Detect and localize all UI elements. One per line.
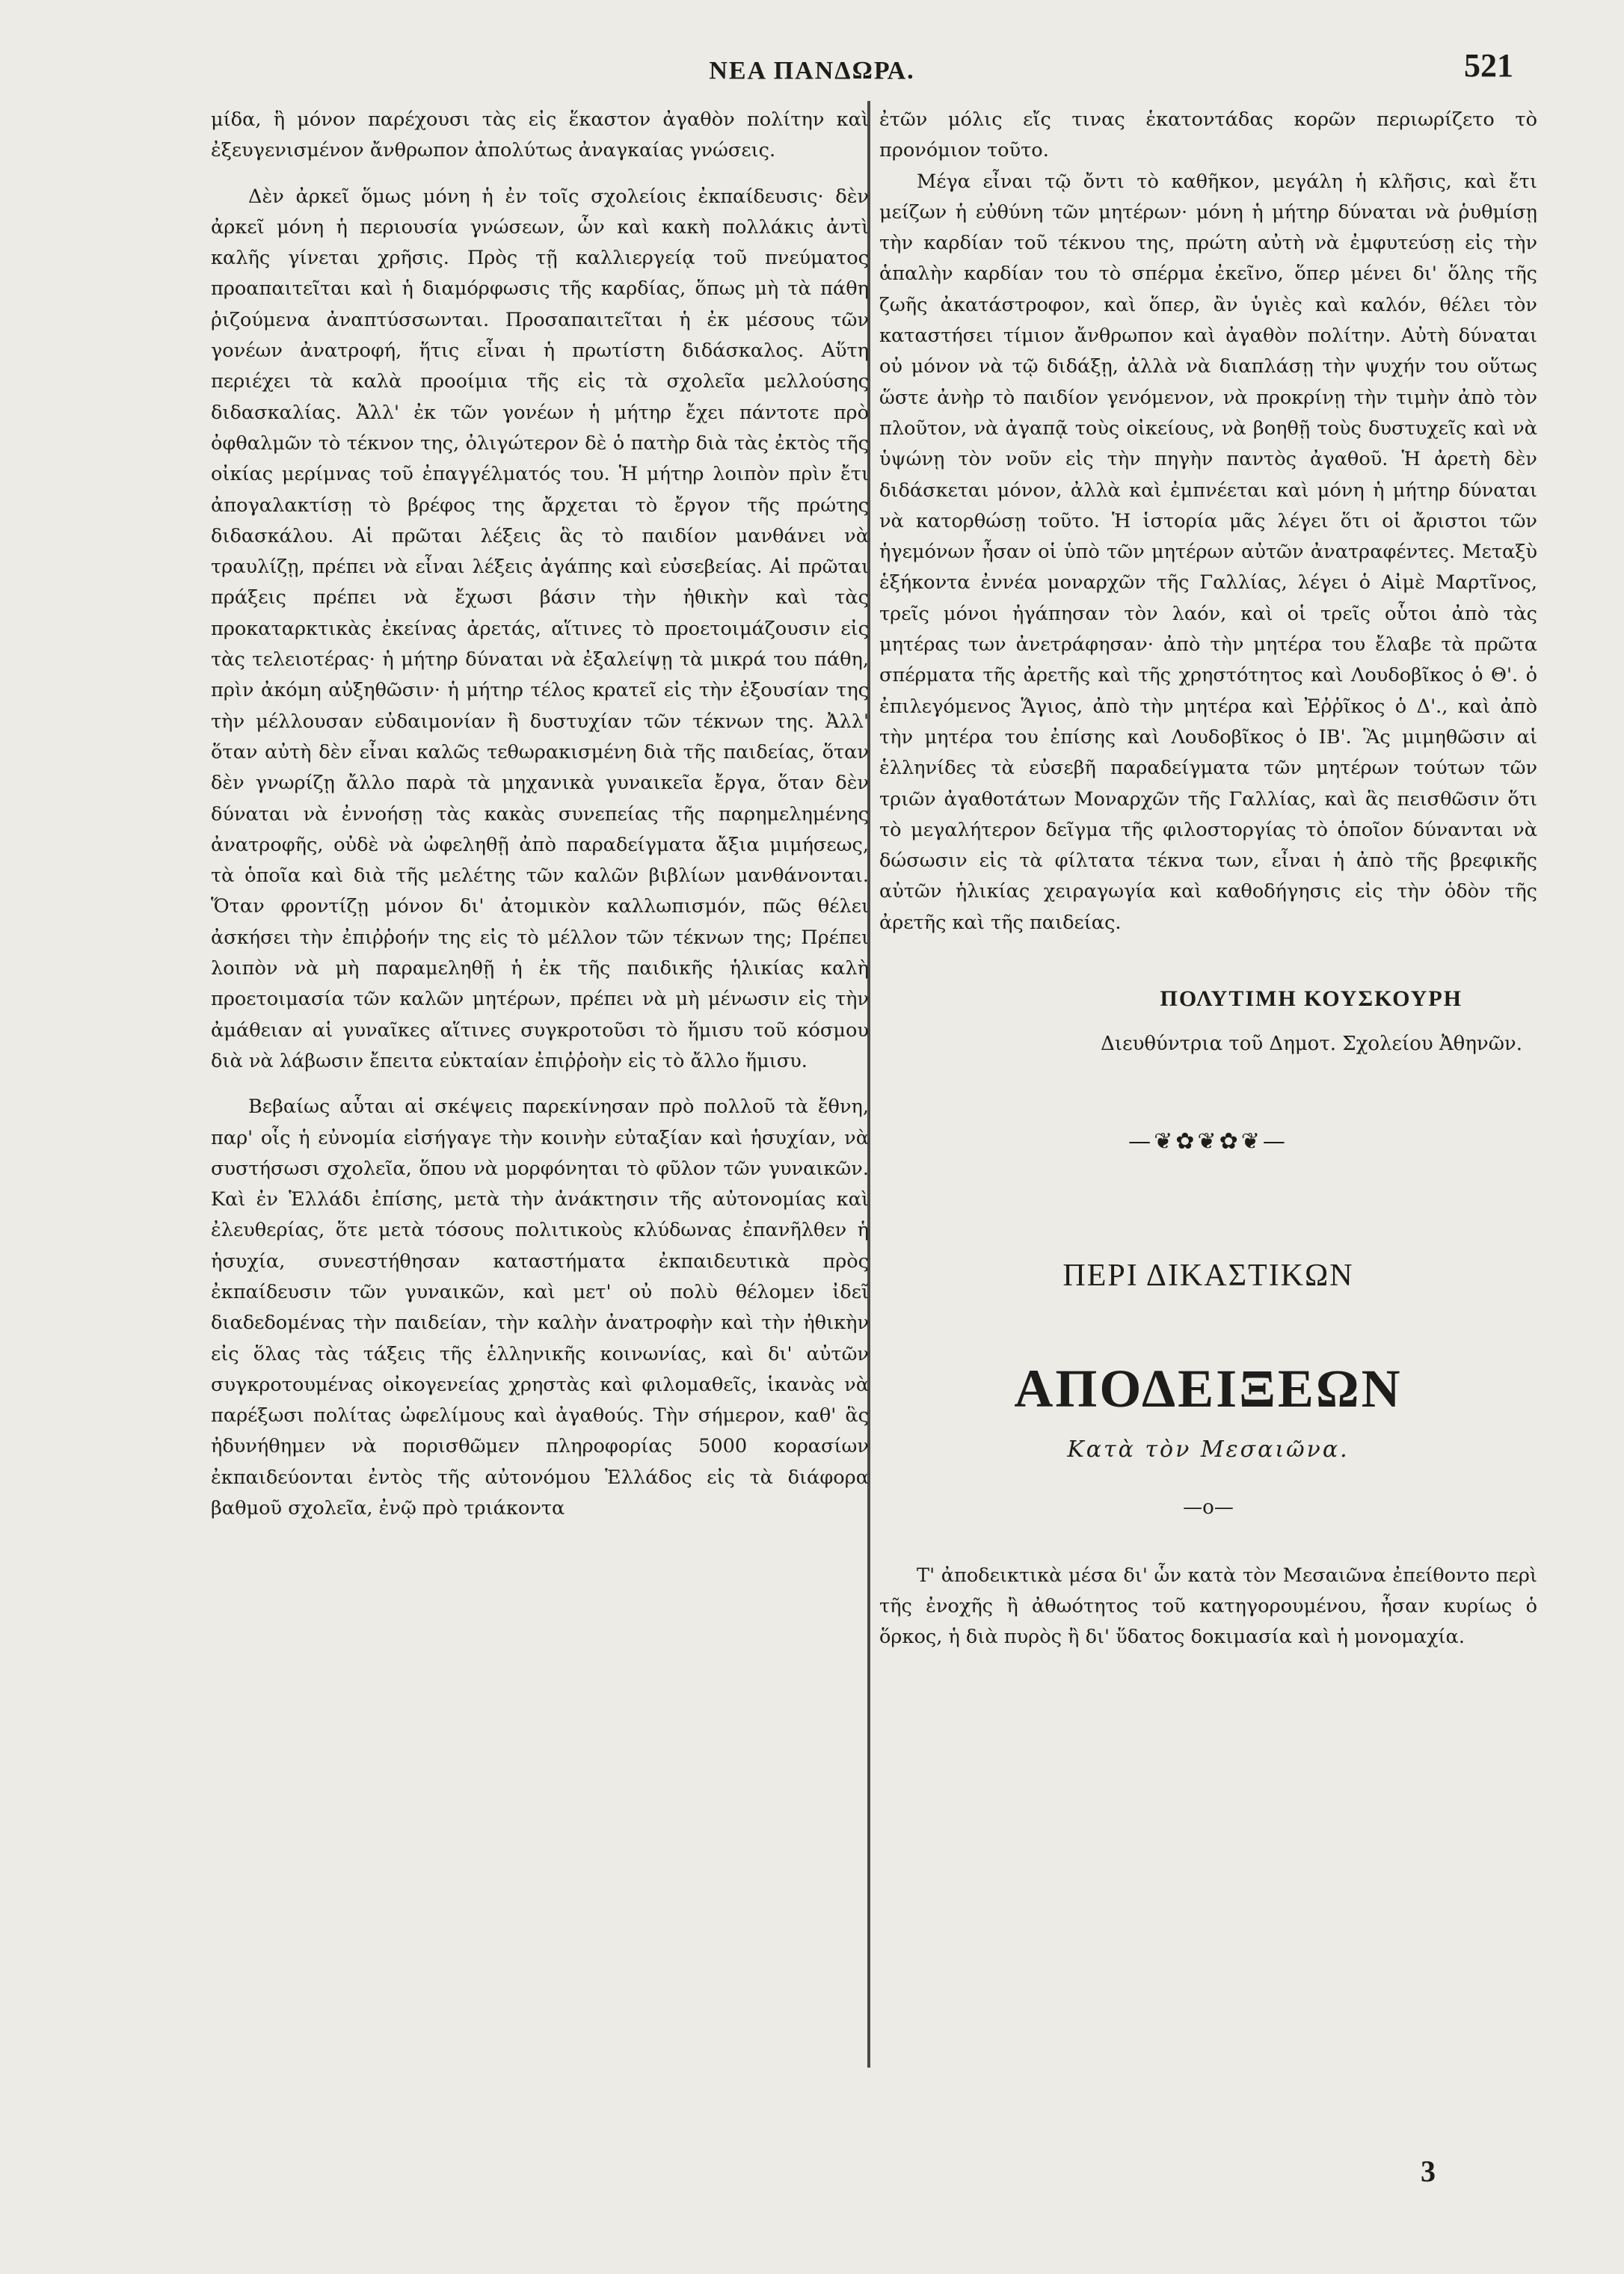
signature-mark: 3 (1421, 2154, 1436, 2188)
ornament-divider: —❦✿❦✿❦— (1128, 1128, 1288, 1155)
paragraph: Τ' ἀποδεικτικὰ μέσα δι' ὧν κατὰ τὸν Μεσαιῶνα ἐπείθοντο περὶ τῆς ἐνοχῆς ἢ ἀθωότητος τοῦ κατηγορουμένου, ἦσαν κυρίως ὁ ὅρκος, ἡ διὰ πυρὸς ἢ δι' ὕδατος δοκιμασία καὶ ἡ μονομαχία. (879, 1564, 1537, 1649)
article-title: ΑΠΟΔΕΙΞΕΩΝ (1014, 1358, 1403, 1419)
author-name: ΠΟΛΥΤΙΜΗ ΚΟΥΣΚΟΥΡΗ (1160, 986, 1462, 1012)
paragraph: Βεβαίως αὗται αἱ σκέψεις παρεκίνησαν πρὸ πολλοῦ τὰ ἔθνη, παρ' οἷς ἡ εὐνομία εἰσήγαγε τὴν κοινὴν εὐταξίαν καὶ ἡσυχίαν, νὰ συστήσωσι σχολεῖα, ὅπου νὰ μορφόνηται τὸ φῦλον τῶν γυναικῶν. Καὶ ἐν Ἑλλάδι ἐπίσης, μετὰ τὴν ἀνάκτησιν τῆς αὐτονομίας καὶ ἐλευθερίας, ὅτε μετὰ τόσους πολιτικοὺς κλύδωνας ἐπανῆλθεν ἡ ἡσυχία, συνεστήθησαν καταστήματα ἐκπαιδευτικὰ πρὸς ἐκπαίδευσιν τῶν γυναικῶν, καὶ μετ' οὐ πολὺ θέλομεν ἰδεῖ διαδεδομένας τὴν παιδείαν, τὴν καλὴν ἀνατροφὴν καὶ τὴν ἠθικὴν εἰς ὅλας τὰς τάξεις τῆς ἑλληνικῆς κοινωνίας, καὶ δι' αὐτῶν συγκροτουμένας οἰκογενείας χρηστὰς καὶ φιλομαθεῖς, ἱκανὰς νὰ παρέξωσι πολίτας ὠφελίμους καὶ ἀγαθούς. Τὴν σήμερον, καθ' ἃς ἠδυνήθημεν νὰ πορισθῶμεν πληροφορίας 5000 κορασίων ἐκπαιδεύονται ἐντὸς τῆς αὐτονόμου Ἑλλάδος εἰς τὰ διάφορα βαθμοῦ σχολεῖα, ἐνῷ πρὸ τριάκοντα (211, 1095, 869, 1520)
paragraph: μίδα, ἣ μόνον παρέχουσι τὰς εἰς ἕκαστον ἀγαθὸν πολίτην καὶ ἐξευγενισμένον ἄνθρωπον ἀπολύτως ἀναγκαίας γνώσεις. (211, 108, 869, 162)
author-role: Διευθύντρια τοῦ Δημοτ. Σχολείου Ἀθηνῶν. (1101, 1033, 1522, 1056)
divider: —o— (1183, 1496, 1234, 1519)
page-number: 521 (1464, 47, 1513, 84)
paragraph: Μέγα εἶναι τῷ ὄντι τὸ καθῆκον, μεγάλη ἡ κλῆσις, καὶ ἔτι μείζων ἡ εὐθύνη τῶν μητέρων· μόνη ἡ μήτηρ δύναται νὰ ῥυθμίσῃ τὴν καρδίαν τοῦ τέκνου της, πρώτη αὐτὴ νὰ ἐμφυτεύσῃ εἰς τὴν ἁπαλὴν καρδίαν του τὸ σπέρμα ἐκεῖνο, ὅπερ μένει δι' ὅλης τῆς ζωῆς ἀκατάστροφον, καὶ ὅπερ, ἂν ὑγιὲς καὶ καλόν, θέλει τὸν καταστήσει τίμιον ἄνθρωπον καὶ ἀγαθὸν πολίτην. Αὐτὴ δύναται οὐ μόνον νὰ τῷ διδάξῃ, ἀλλὰ νὰ διαπλάσῃ τὴν ψυχήν του οὕτως ὥστε ἀνὴρ τὸ παιδίον γενόμενον, νὰ προκρίνῃ τὴν τιμὴν ἀπὸ τὸν πλοῦτον, νὰ ἀγαπᾷ τοὺς οἰκείους, νὰ βοηθῇ τοὺς δυστυχεῖς καὶ νὰ ὑψώνῃ τὸν νοῦν εἰς τὴν πηγὴν παντὸς ἀγαθοῦ. Ἡ ἀρετὴ δὲν διδάσκεται μόνον, ἀλλὰ καὶ ἐμπνέεται καὶ μόνη ἡ μήτηρ δύναται νὰ κατορθώσῃ τοῦτο. Ἡ ἱστορία μᾶς λέγει ὅτι οἱ ἄριστοι τῶν ἡγεμόνων ἦσαν οἱ ὑπὸ τῶν μητέρων αὐτῶν ἀνατραφέντες. Μεταξὺ ἑξήκοντα ἐννέα μοναρχῶν τῆς Γαλλίας, λέγει ὁ Αἰμὲ Μαρτῖνος, τρεῖς μόνοι ἠγάπησαν τὸν λαόν, καὶ οἱ τρεῖς οὗτοι ἀπὸ τὰς μητέρας των ἀνετράφησαν· ἀπὸ τὴν μητέρα του ἔλαβε τὰ πρῶτα σπέρματα τῆς ἀρετῆς καὶ τῆς χρηστότητος καὶ Λουδοβῖκος ὁ Θ'. ὁ ἐπιλεγόμενος Ἅγιος, ἀπὸ τὴν μητέρα καὶ Ἐῤῥῖκος ὁ Δ'., καὶ ἀπὸ τὴν μητέρα του ἐπίσης καὶ Λουδοβῖκος ὁ ΙΒ'. Ἃς μιμηθῶσιν αἱ ἑλληνίδες τὰ εὐσεβῆ παραδείγματα τῶν μητέρων τούτων τῶν τριῶν ἀγαθοτάτων Μοναρχῶν τῆς Γαλλίας, καὶ ἃς πεισθῶσιν ὅτι τὸ μεγαλήτερον δεῖγμα τῆς φιλοστοργίας τὸ ὁποῖον δύνανται νὰ δώσωσιν εἰς τὰ φίλτατα τέκνα των, εἶναι ἡ ἀπὸ τῆς βρεφικῆς αὐτῶν ἡλικίας χειραγωγία καὶ καθοδήγησις εἰς τὴν ὁδὸν τῆς ἀρετῆς καὶ τῆς παιδείας. (879, 170, 1537, 934)
page-header (0, 46, 1624, 91)
running-title: ΝΕΑ ΠΑΝΔΩΡΑ. (709, 57, 915, 84)
article-subtitle: Κατὰ τὸν Μεσαιῶνα. (1067, 1436, 1350, 1463)
right-column (879, 105, 1537, 1653)
paragraph: Δὲν ἀρκεῖ ὅμως μόνη ἡ ἐν τοῖς σχολείοις ἐκπαίδευσις· δὲν ἀρκεῖ μόνη ἡ περιουσία γνώσεων, ὧν καὶ κακὴ πολλάκις ἀντὶ καλῆς γίνεται χρῆσις. Πρὸς τῇ καλλιεργείᾳ τοῦ πνεύματος προαπαιτεῖται καὶ ἡ διαμόρφωσις τῆς καρδίας, ὅπως μὴ τὰ πάθη ῥιζούμενα ἀναπτύσσωνται. Προσαπαιτεῖται ἡ ἐκ μέσους τῶν γονέων ἀνατροφή, ἥτις εἶναι ἡ πρωτίστη διδάσκαλος. Αὕτη περιέχει τὰ καλὰ προοίμια τῆς εἰς τὰ σχολεῖα μελλούσης διδασκαλίας. Ἀλλ' ἐκ τῶν γονέων ἡ μήτηρ ἔχει πάντοτε πρὸ ὀφθαλμῶν τὸ τέκνον της, ὀλιγώτερον δὲ ὁ πατὴρ διὰ τὰς ἐκτὸς τῆς οἰκίας μερίμνας τοῦ ἐπαγγέλματός του. Ἡ μήτηρ λοιπὸν πρὶν ἔτι ἀπογαλακτίσῃ τὸ βρέφος της ἄρχεται τὸ ἔργον τῆς πρώτης διδασκάλου. Αἱ πρῶται λέξεις ἃς τὸ παιδίον μανθάνει νὰ τραυλίζῃ, πρέπει νὰ εἶναι λέξεις ἀγάπης καὶ εὐσεβείας. Αἱ πρῶται πράξεις πρέπει νὰ ἔχωσι βάσιν τὴν ἠθικὴν καὶ τὰς προκαταρκτικὰς ἐκείνας ἀρετάς, αἵτινες τὸ προετοιμάζουσιν εἰς τὰς τελειοτέρας· ἡ μήτηρ δύναται νὰ ἐξαλείψῃ τὰ μικρά του πάθη, πρὶν ἀκόμη αὐξηθῶσιν· ἡ μήτηρ τέλος κρατεῖ εἰς τὴν ἐξουσίαν της τὴν μέλλουσαν εὐδαιμονίαν ἢ δυστυχίαν τῶν τέκνων της. Ἀλλ' ὅταν αὐτὴ δὲν εἶναι καλῶς τεθωρακισμένη διὰ τῆς παιδείας, ὅταν δὲν γνωρίζῃ ἄλλο παρὰ τὰ μηχανικὰ γυναικεῖα ἔργα, ὅταν δὲν δύναται νὰ ἐννοήσῃ τὰς κακὰς συνεπείας τῆς παρημελημένης ἀνατροφῆς, οὐδὲ νὰ ὠφεληθῇ ἀπὸ παραδείγματα ἄξια μιμήσεως, τὰ ὁποῖα καὶ διὰ τῆς μελέτης τῶν καλῶν βιβλίων μανθάνονται. Ὅταν φροντίζῃ μόνον δι' ἀτομικὸν καλλωπισμόν, πῶς θέλει ἀσκήσει τὴν ἐπιῤῥοήν της εἰς τὸ μέλλον τῶν τέκνων της; Πρέπει λοιπὸν νὰ μὴ παραμεληθῇ ἡ ἐκ τῆς παιδικῆς ἡλικίας καλὴ προετοιμασία τῶν καλῶν μητέρων, πρέπει νὰ μὴ μένωσιν εἰς τὴν ἀμάθειαν αἱ γυναῖκες αἵτινες συγκροτοῦσι τὸ ἥμισυ τοῦ κόσμου διὰ νὰ λάβωσιν ἔπειτα εὐκταίαν ἐπιῤῥοὴν εἰς τὸ ἄλλο ἥμισυ. (211, 185, 869, 1072)
paragraph: ἐτῶν μόλις εἴς τινας ἑκατοντάδας κορῶν περιωρίζετο τὸ προνόμιον τοῦτο. (879, 108, 1537, 162)
left-column (211, 105, 869, 1524)
article-heading: ΠΕΡΙ ΔΙΚΑΣΤΙΚΩΝ (1062, 1258, 1354, 1293)
